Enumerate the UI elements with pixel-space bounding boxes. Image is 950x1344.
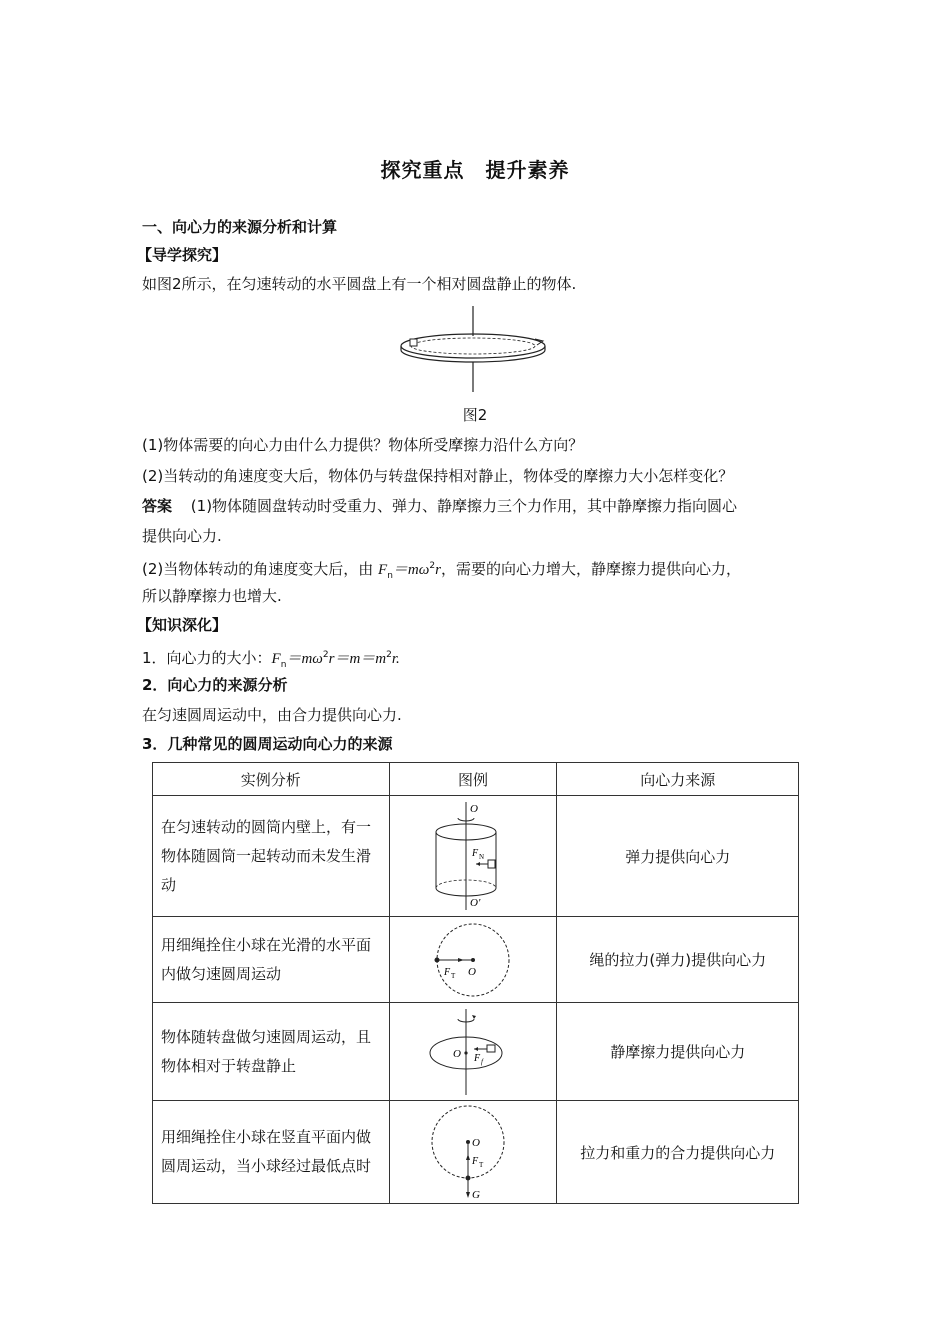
intro-text: 如图2所示，在匀速转动的水平圆盘上有一个相对圆盘静止的物体. <box>142 275 577 293</box>
formula-r: r <box>435 562 441 578</box>
label-T: T <box>479 1161 484 1169</box>
table-row <box>153 1003 799 1101</box>
label-O: O <box>472 1137 480 1149</box>
p1-eq3: r. <box>391 651 400 667</box>
source-text: 绳的拉力(弹力)提供向心力 <box>589 951 767 969</box>
answer-label: 答案 <box>142 497 173 515</box>
answer-2-post: ，需要的向心力增大，静摩擦力提供向心力， <box>440 560 741 578</box>
case-text: 物体随转盘做匀速圆周运动，且物体相对于转盘静止 <box>161 1027 372 1075</box>
answer-1 <box>142 495 812 517</box>
knowledge-point-2-text: 在匀速圆周运动中，由合力提供向心力. <box>142 706 402 724</box>
guide-tag: 【导学探究】 <box>137 246 228 264</box>
turntable-figure <box>428 1005 518 1099</box>
table-row <box>153 917 799 1003</box>
point-1-label: 1．向心力的大小： <box>142 649 272 667</box>
label-f: f <box>481 1057 483 1066</box>
answer-2-pre: (2)当物体转动的角速度变大后，由 <box>142 560 374 578</box>
label-G: G <box>472 1189 480 1201</box>
label-O: O <box>468 965 476 978</box>
table-header-row <box>153 763 799 796</box>
table-header: 图例 <box>389 763 557 796</box>
table-header: 实例分析 <box>153 763 390 796</box>
source-text: 拉力和重力的合力提供向心力 <box>580 1143 776 1162</box>
label-O-prime: O' <box>470 897 481 909</box>
section-heading: 一、向心力的来源分析和计算 <box>142 218 338 236</box>
table-row <box>153 1101 799 1204</box>
centripetal-source-table <box>152 762 799 1204</box>
answer-1-text: (1)物体随圆盘转动时受重力、弹力、静摩擦力三个力作用，其中静摩擦力指向圆心 <box>190 497 738 515</box>
label-O: O <box>470 803 478 815</box>
formula-sup: 2 <box>429 561 436 571</box>
figure-2-disk <box>395 306 555 396</box>
question-1: (1)物体需要的向心力由什么力提供？物体所受摩擦力沿什么方向？ <box>142 436 584 454</box>
page-title: 探究重点 提升素养 <box>380 158 570 182</box>
formula-F: F <box>378 562 388 578</box>
case-text: 用细绳拴住小球在竖直平面内做圆周运动，当小球经过最低点时 <box>161 1128 372 1175</box>
source-text: 弹力提供向心力 <box>625 847 731 866</box>
label-F: F <box>444 966 451 978</box>
horizontal-rope-figure <box>428 919 518 1001</box>
knowledge-tag: 【知识深化】 <box>137 616 228 634</box>
label-T: T <box>451 971 456 980</box>
knowledge-point-3: 3．几种常见的圆周运动向心力的来源 <box>142 735 393 753</box>
p1-sup2: 2 <box>386 650 392 660</box>
label-O: O <box>453 1047 461 1060</box>
label-F: F <box>474 1052 481 1064</box>
answer-2 <box>142 555 812 587</box>
figure-caption: 图2 <box>462 406 488 424</box>
p1-sup1: 2 <box>322 650 329 660</box>
p1-sub: n <box>280 660 287 670</box>
answer-1-continued: 提供向心力. <box>142 527 222 545</box>
case-text: 用细绳拴住小球在光滑的水平面内做匀速圆周运动 <box>161 935 372 983</box>
p1-F: F <box>271 651 281 667</box>
case-text: 在匀速转动的圆筒内壁上，有一物体随圆筒一起转动而未发生滑动 <box>161 817 372 894</box>
label-F: F <box>472 848 479 859</box>
label-F: F <box>472 1156 479 1167</box>
cylinder-wall-figure <box>428 798 518 914</box>
table-header: 向心力来源 <box>557 763 799 796</box>
source-text: 静摩擦力提供向心力 <box>610 1043 746 1061</box>
formula-sub: n <box>387 571 393 581</box>
p1-eq2: r＝m＝m <box>328 651 387 667</box>
table-row <box>153 796 799 917</box>
question-2: (2)当转动的角速度变大后，物体仍与转盘保持相对静止，物体受的摩擦力大小怎样变化？ <box>142 467 734 485</box>
knowledge-point-1 <box>142 644 812 676</box>
label-N: N <box>479 853 485 861</box>
formula-rest: ＝mω <box>392 562 430 578</box>
knowledge-point-2: 2．向心力的来源分析 <box>142 676 288 694</box>
p1-eq1: ＝mω <box>286 651 323 667</box>
answer-2-continued: 所以静摩擦力也增大. <box>142 587 282 605</box>
vertical-rope-figure <box>428 1102 518 1202</box>
